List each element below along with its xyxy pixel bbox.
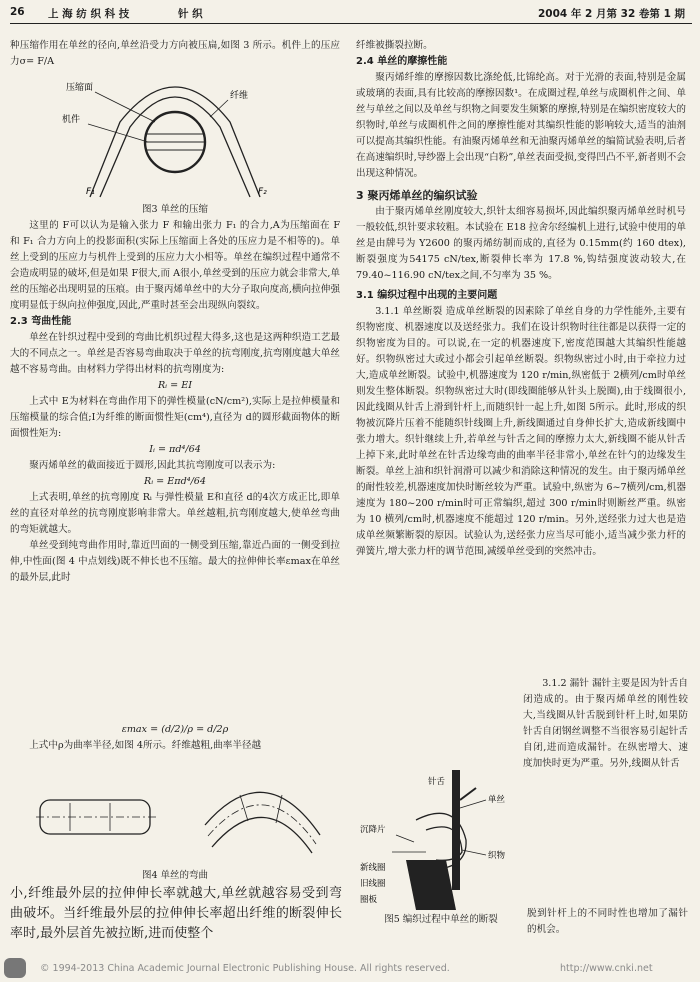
figure-3 <box>60 72 290 202</box>
figure-3-caption: 图3 单丝的压缩 <box>141 204 209 215</box>
fig5-label-fabric: 织物 <box>488 851 506 861</box>
paragraph: 3.1.1 单丝断裂 造成单丝断裂的因素除了单丝自身的力学性能外,主要有织物密度、机器速度以及送经张力。我们在设计织物时往往都是以获得一定的织物密度为目的。可以说,在一定的机器速度下,密度范围越大其编织性能越好。织物纵密过大或过小都会引起单丝断裂。织物纵密过小时,由于牵拉力过大,造成单丝断裂。试验中,机器速度为 120 r/min,纵密低于 2横列/cm时单丝则发生整体断裂。织物纵密过大时(即线圈能够从针头上脱圈),由于线圈很小,因此线圈从针舌上滑到针杆上,而随织针一起上升,如图 5所示。此时,形成的织物被沉降片压着不能随织针线圈上升,新线圈通过自身伸长扩大,造成新线圈中张力增大。织针继续上升,若单丝与针舌之间的摩擦力太大,新线圈不能从针舌上掉下来,此时单丝在针舌边缘弯曲的曲率半径非常小,单丝在针勺的边缘发生断裂。单丝上油和织针润滑可以减少和消除这种情况的发生。由于聚丙烯单丝的耐性较差,机器速度加快时断丝较为严重。试验中,纵密为 6~7横列/cm,机器速度为 180~200 r/min时可正常编织,超过 300 r/min时则断丝严重。纵密为 10 横列/cm时,机器速度不能超过 120 r/min。另外,送经张力过大也是造成单丝频繁断裂的原因。试验认为,送经张力应当尽可能小,适当减少张力杆的弹簧片,增大张力杆的调节范围,减缓单丝受到的突然冲击。 <box>356 306 686 557</box>
paragraph: 上式中 E为材料在弯曲作用下的弹性模量(cN/cm²),实际上是拉伸模量和压缩模量的综合值;I为纤维的断面惯性矩(cm⁴),直径为 d的圆形截面物体的断面惯性矩为: <box>10 396 340 439</box>
right-column-3 <box>356 912 526 928</box>
figure-5-caption: 图5 编织过程中单丝的断裂 <box>384 914 498 925</box>
header-rule <box>10 23 692 24</box>
paragraph: 由于聚丙烯单丝刚度较大,织针太细容易损坏,因此编织聚丙烯单丝时机号一般较低,织针要求较粗。本试验在 E18 拉舍尔经编机上进行,试验中使用的单丝是由牌号为 Y2600 的聚丙烯纺制而成的,直径为 0.15mm(约 160 dtex),断裂强度为54175 cN/tex,断裂伸长率为 17.8 %,钩结强度波动较大,在 79.40~116.90 cN/tex之间,不匀率为 35 %。 <box>356 206 686 281</box>
fig3-label-fiber: 纤维 <box>230 91 249 101</box>
paragraph: 3.1.2 漏针 漏针主要是因为针舌自闭造成的。由于聚丙烯单丝的刚性较大,当线圈从针舌脱到针杆上时,如果防针舌自闭钢丝调整不当很容易引起针舌自闭,进而造成漏针。在纵密增大、速度加快时更为严重。另外,线圈从针舌 <box>523 678 688 769</box>
footer-url[interactable]: http://www.cnki.net <box>560 963 653 974</box>
paragraph: 种压缩作用在单丝的径向,单丝沿受力方向被压扁,如图 3 所示。机件上的压应力σ= F/A <box>10 40 340 67</box>
left-column-5 <box>10 884 342 944</box>
paragraph: 小,纤维最外层的拉伸伸长率就越大,单丝就越容易受到弯曲破坏。当纤维最外层的拉伸伸长率超出纤维的断裂伸长率时,最外层首先被拉断,进而使整个 <box>10 886 342 941</box>
left-column-4 <box>10 868 340 884</box>
paragraph: 这里的 F可以认为是输入张力 F 和输出张力 F₁ 的合力,A为压缩面在 F 和 F₁ 合力方向上的投影面积(实际上压缩面上各处的压应力是不相等的)。单丝上受到的压应力与机件上受到的压应力大小相等。单丝在编织过程中通常不会造成明显的破坏,但是如果 F很大,而 A很小,单丝受到的压应力就会非常大,单丝的压缩必出现明显的压痕。由于聚丙烯单丝中的大分子取向度高,横向拉伸强度明显低于纵向拉伸强度,因此,严重时甚至会出现纵向裂纹。 <box>10 220 340 311</box>
fig3-label-part: 机件 <box>62 115 81 125</box>
equation-2: Iᵢ = πd⁴/64 <box>149 444 201 455</box>
left-column-2 <box>10 202 340 586</box>
left-column-3 <box>10 722 340 754</box>
figure-4-caption: 图4 单丝的弯曲 <box>141 870 209 881</box>
footer-page-mark <box>4 958 26 978</box>
fig3-label-f2: F₂ <box>258 187 267 197</box>
issue-info: 2004 年 2 月第 32 卷第 1 期 <box>538 8 686 20</box>
paragraph: 聚丙烯单丝的截面接近于圆形,因此其抗弯刚度可以表示为: <box>29 460 276 471</box>
paragraph: 纤维被撕裂拉断。 <box>356 40 433 51</box>
bending-diagram <box>30 765 330 865</box>
section-heading-3-1: 3.1 编织过程中出现的主要问题 <box>356 290 498 301</box>
paragraph: 上式中ρ为曲率半径,如图 4所示。纤维越粗,曲率半径越 <box>29 740 262 751</box>
fig5-label-sinker: 沉降片 <box>360 825 386 835</box>
paragraph: 脱到针杆上的不同时性也增加了漏针的机会。 <box>527 908 688 935</box>
fig5-label-comb: 圈板 <box>360 895 378 905</box>
figure-5 <box>356 760 521 920</box>
footer <box>0 955 700 982</box>
fig5-label-new-loop: 新线圈 <box>360 863 386 873</box>
section-heading-3: 3 聚丙烯单丝的编织试验 <box>356 189 478 202</box>
journal-name: 上 海 纺 织 科 技 <box>48 8 130 20</box>
section-name: 针 织 <box>178 8 203 20</box>
section-heading-2-4: 2.4 单丝的摩擦性能 <box>356 56 448 67</box>
right-column-4 <box>527 906 688 938</box>
compression-diagram <box>60 72 290 202</box>
figure-4 <box>30 765 330 865</box>
paragraph: 单丝在针织过程中受到的弯曲比机织过程大得多,这也是这两种织造工艺最大的不同点之一。单丝是否容易弯曲取决于单丝的抗弯刚度,抗弯刚度越大单丝越不容易弯曲。由材料力学得出材料的抗弯刚度为: <box>10 332 340 375</box>
right-column-2 <box>523 676 688 772</box>
paragraph: 单丝受到纯弯曲作用时,靠近凹面的一侧受到压缩,靠近凸面的一侧受到拉伸,中性面(图 4 中点划线)既不伸长也不压缩。最大的拉伸伸长率εmax在单丝的最外层,此时 <box>10 540 340 583</box>
fig3-label-compress: 压缩面 <box>66 83 94 93</box>
right-column <box>356 38 686 560</box>
fig5-label-yarn: 单丝 <box>488 795 506 805</box>
fig3-label-f1: F₁ <box>86 187 95 197</box>
section-heading-2-3: 2.3 弯曲性能 <box>10 316 72 327</box>
paragraph: 上式表明,单丝的抗弯刚度 Rᵢ 与弹性模量 E和直径 d的4次方成正比,即单丝的直径对单丝的抗弯刚度影响非常大。单丝越粗,抗弯刚度越大,使单丝弯曲的弯矩就越大。 <box>10 492 340 535</box>
equation-1: Rᵢ = EI <box>157 380 193 391</box>
knitting-diagram <box>356 760 521 920</box>
equation-4: εmax = (d/2)/ρ = d/2ρ <box>121 724 229 735</box>
footer-copyright: © 1994-2013 China Academic Journal Electronic Publishing House. All rights reserved. <box>40 963 450 974</box>
page-number: 26 <box>10 6 25 18</box>
paragraph: 聚丙烯纤维的摩擦因数比涤纶低,比锦纶高。对于光滑的表面,特别是金属或玻璃的表面,具有比较高的摩擦因数¹。在成圈过程,单丝与成圈机件之间、单丝与单丝之间以及单丝与织物之间要发生频繁的摩擦,特别是在编织密度较大的织物时,单丝与成圈机件之间的摩擦性能对其编织性能的影响较大,适当的油剂可以提高其编织性能。有油聚丙烯单丝和无油聚丙烯单丝的编简试验表明,后者在高速编织时,导纱器上会出现“白粉”,单丝表面受损,变得凹凸不平,新者则不会出现这种情况。 <box>356 72 686 179</box>
left-column <box>10 38 340 70</box>
equation-3: Rᵢ = Eπd⁴/64 <box>143 476 207 487</box>
fig5-label-tongue: 针舌 <box>428 777 446 787</box>
fig5-label-old-loop: 旧线圈 <box>360 879 386 889</box>
running-header <box>10 6 692 24</box>
